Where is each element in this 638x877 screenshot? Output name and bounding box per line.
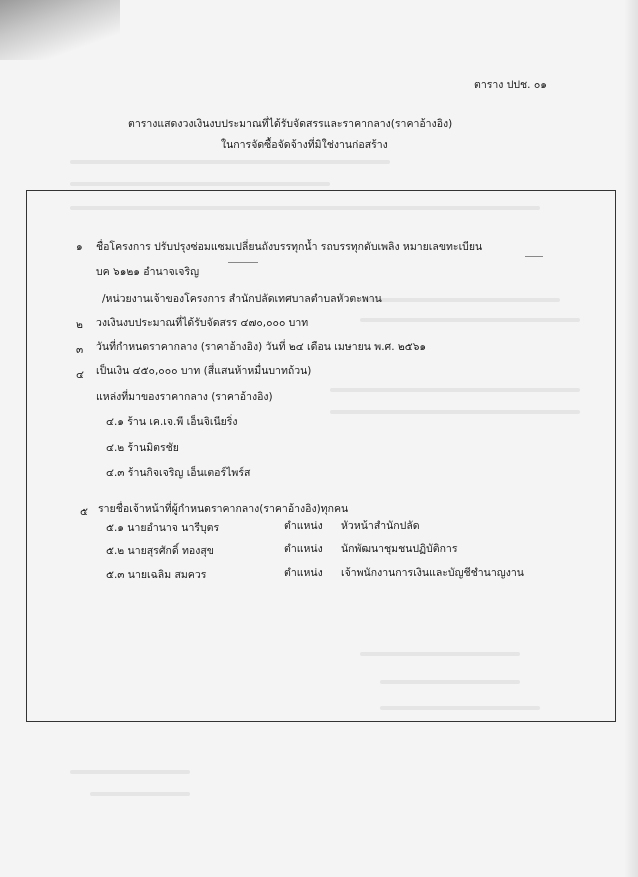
item-2-budget: วงเงินงบประมาณที่ได้รับจัดสรร ๔๗๐,๐๐๐ บาท — [96, 317, 309, 329]
official-position: นักพัฒนาชุมชนปฏิบัติการ — [341, 543, 458, 555]
official-name: ๕.๑ นายอำนาจ นารีบุตร — [106, 522, 220, 534]
bleed-through-line — [70, 160, 390, 164]
item-5-number: ๕ — [80, 506, 88, 518]
official-position-label: ตำแหน่ง — [284, 567, 323, 579]
official-name: ๕.๒ นายสุรศักดิ์ ทองสุข — [106, 545, 214, 557]
item-2-number: ๒ — [76, 319, 83, 331]
dash-mark — [228, 262, 258, 263]
scan-edge-shadow — [624, 0, 638, 877]
title-line-1: ตารางแสดงวงเงินงบประมาณที่ได้รับจัดสรรและราคากลาง(ราคาอ้างอิง) — [128, 118, 453, 130]
official-name: ๕.๓ นายเฉลิม สมควร — [106, 569, 207, 581]
item-1-project-name: ชื่อโครงการ ปรับปรุงซ่อมแซมเปลี่ยนถังบรรทุกน้ำ รถบรรทุกดับเพลิง หมายเลขทะเบียน — [96, 241, 483, 253]
item-1-number: ๑ — [76, 241, 83, 253]
dash-mark — [525, 256, 543, 257]
source-item: ๔.๓ ร้านกิจเจริญ เอ็นเตอร์ไพร์ส — [106, 467, 251, 479]
bleed-through-line — [70, 770, 190, 774]
scan-corner-shadow — [0, 0, 120, 60]
bleed-through-line — [70, 182, 330, 186]
item-4-amount: เป็นเงิน ๔๕๐,๐๐๐ บาท (สี่แสนห้าหมื่นบาทถ้วน) — [96, 365, 312, 377]
source-item: ๔.๑ ร้าน เค.เจ.พี เอ็นจิเนียริ่ง — [106, 416, 238, 428]
item-4-sources-label: แหล่งที่มาของราคากลาง (ราคาอ้างอิง) — [96, 391, 273, 403]
title-line-2: ในการจัดซื้อจัดจ้างที่มิใช่งานก่อสร้าง — [221, 139, 388, 151]
item-4-number: ๔ — [76, 369, 84, 381]
official-position: หัวหน้าสำนักปลัด — [341, 520, 420, 532]
official-position-label: ตำแหน่ง — [284, 543, 323, 555]
item-1-agency: /หน่วยงานเจ้าของโครงการ สำนักปลัดเทศบาลตำบลหัวตะพาน — [102, 293, 382, 305]
item-1-registration: บค ๖๑๒๑ อำนาจเจริญ — [96, 266, 200, 278]
source-item: ๔.๒ ร้านมิตรชัย — [106, 442, 179, 454]
form-code: ตาราง ปปช. ๐๑ — [474, 79, 547, 91]
bleed-through-line — [90, 792, 190, 796]
official-position: เจ้าพนักงานการเงินและบัญชีชำนาญงาน — [341, 567, 524, 579]
official-position-label: ตำแหน่ง — [284, 520, 323, 532]
item-3-number: ๓ — [76, 344, 84, 356]
item-3-date: วันที่กำหนดราคากลาง (ราคาอ้างอิง) วันที่ ๒๔ เดือน เมษายน พ.ศ. ๒๕๖๑ — [96, 341, 427, 353]
item-5-label: รายชื่อเจ้าหน้าที่ผู้กำหนดราคากลาง(ราคาอ้างอิง)ทุกคน — [98, 503, 349, 515]
